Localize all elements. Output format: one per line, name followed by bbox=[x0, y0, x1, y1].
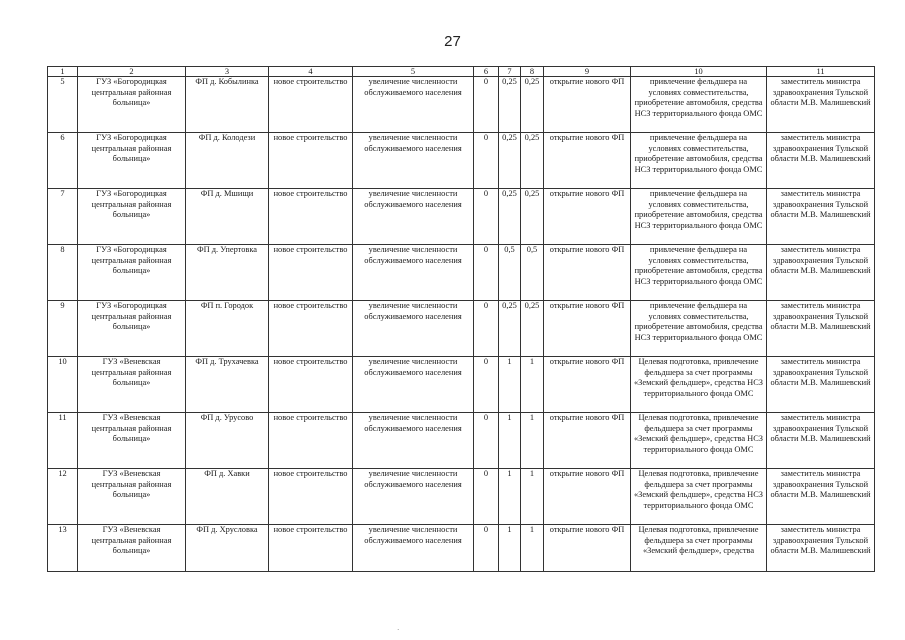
column-number-row bbox=[48, 67, 875, 77]
table-cell: открытие нового ФП bbox=[544, 245, 631, 301]
table-cell: новое строительство bbox=[269, 413, 353, 469]
column-number: 5 bbox=[353, 67, 474, 77]
table-cell: 0 bbox=[474, 77, 499, 133]
table-cell: заместитель министра здравоохранения Тульской области М.В. Малишевский bbox=[767, 469, 875, 525]
table-cell: ГУЗ «Богородицкая центральная районная больница» bbox=[78, 245, 186, 301]
column-number: 9 bbox=[544, 67, 631, 77]
table-cell: ФП д. Упертовка bbox=[186, 245, 269, 301]
table-row bbox=[48, 525, 875, 572]
table-cell: заместитель министра здравоохранения Тульской области М.В. Малишевский bbox=[767, 189, 875, 245]
table-cell: 10 bbox=[48, 357, 78, 413]
table-cell: увеличение численности обслуживаемого населения bbox=[353, 189, 474, 245]
table-cell: 1 bbox=[521, 525, 544, 572]
table-cell: 1 bbox=[521, 357, 544, 413]
document-table bbox=[47, 66, 875, 572]
table-cell: увеличение численности обслуживаемого населения bbox=[353, 77, 474, 133]
table-row bbox=[48, 77, 875, 133]
table-cell: ГУЗ «Богородицкая центральная районная больница» bbox=[78, 189, 186, 245]
table-cell: 7 bbox=[48, 189, 78, 245]
table-cell: открытие нового ФП bbox=[544, 133, 631, 189]
table-cell: Целевая подготовка, привлечение фельдшера за счет программы «Земский фельдшер», средства НСЗ территориального фонда ОМС bbox=[631, 413, 767, 469]
table-cell: привлечение фельдшера на условиях совместительства, приобретение автомобиля, средства НСЗ территориального фонда ОМС bbox=[631, 133, 767, 189]
table-cell: 0,25 bbox=[499, 301, 521, 357]
column-number: 7 bbox=[499, 67, 521, 77]
table-cell: 0,25 bbox=[521, 77, 544, 133]
table-row bbox=[48, 189, 875, 245]
table-cell: заместитель министра здравоохранения Тульской области М.В. Малишевский bbox=[767, 525, 875, 572]
table-cell: новое строительство bbox=[269, 77, 353, 133]
table-cell: заместитель министра здравоохранения Тульской области М.В. Малишевский bbox=[767, 133, 875, 189]
table-cell: открытие нового ФП bbox=[544, 413, 631, 469]
table-cell: 0 bbox=[474, 245, 499, 301]
table-cell: новое строительство bbox=[269, 189, 353, 245]
table-cell: ГУЗ «Веневская центральная районная больница» bbox=[78, 357, 186, 413]
table-cell: ГУЗ «Богородицкая центральная районная больница» bbox=[78, 77, 186, 133]
table-cell: ФП д. Хрусловка bbox=[186, 525, 269, 572]
column-number: 4 bbox=[269, 67, 353, 77]
column-number: 2 bbox=[78, 67, 186, 77]
table-cell: ФП д. Мшищи bbox=[186, 189, 269, 245]
table-cell: открытие нового ФП bbox=[544, 357, 631, 413]
table-cell: 11 bbox=[48, 413, 78, 469]
table-cell: 1 bbox=[521, 469, 544, 525]
table-cell: ФП д. Трухачевка bbox=[186, 357, 269, 413]
table-cell: заместитель министра здравоохранения Тульской области М.В. Малишевский bbox=[767, 245, 875, 301]
column-number: 8 bbox=[521, 67, 544, 77]
table-cell: открытие нового ФП bbox=[544, 469, 631, 525]
table-cell: привлечение фельдшера на условиях совместительства, приобретение автомобиля, средства НСЗ территориального фонда ОМС bbox=[631, 301, 767, 357]
table-cell: ГУЗ «Веневская центральная районная больница» bbox=[78, 413, 186, 469]
table-cell: 1 bbox=[499, 357, 521, 413]
column-number: 10 bbox=[631, 67, 767, 77]
table-cell: Целевая подготовка, привлечение фельдшера за счет программы «Земский фельдшер», средства НСЗ территориального фонда ОМС bbox=[631, 469, 767, 525]
table-cell: ГУЗ «Веневская центральная районная больница» bbox=[78, 525, 186, 572]
table-cell: 1 bbox=[521, 413, 544, 469]
table-cell: 0 bbox=[474, 189, 499, 245]
table-cell: Целевая подготовка, привлечение фельдшера за счет программы «Земский фельдшер», средства bbox=[631, 525, 767, 572]
table-cell: заместитель министра здравоохранения Тульской области М.В. Малишевский bbox=[767, 301, 875, 357]
table-cell: 0,5 bbox=[499, 245, 521, 301]
table-cell: новое строительство bbox=[269, 357, 353, 413]
table-cell: ФП д. Хавки bbox=[186, 469, 269, 525]
table-cell: ГУЗ «Веневская центральная районная больница» bbox=[78, 469, 186, 525]
table-cell: привлечение фельдшера на условиях совместительства, приобретение автомобиля, средства НСЗ территориального фонда ОМС bbox=[631, 245, 767, 301]
table-cell: 12 bbox=[48, 469, 78, 525]
page-number: 27 bbox=[444, 33, 461, 50]
table-cell: 9 bbox=[48, 301, 78, 357]
table-cell: 13 bbox=[48, 525, 78, 572]
table-cell: 5 bbox=[48, 77, 78, 133]
table-cell: 0,25 bbox=[521, 133, 544, 189]
table-cell: ФП п. Городок bbox=[186, 301, 269, 357]
table-cell: 0 bbox=[474, 525, 499, 572]
table-cell: увеличение численности обслуживаемого населения bbox=[353, 469, 474, 525]
table-cell: 0,25 bbox=[521, 301, 544, 357]
table-cell: 0,25 bbox=[499, 189, 521, 245]
table-cell: 0,25 bbox=[499, 77, 521, 133]
table-cell: новое строительство bbox=[269, 133, 353, 189]
table-cell: увеличение численности обслуживаемого населения bbox=[353, 357, 474, 413]
table-cell: 6 bbox=[48, 133, 78, 189]
table-cell: новое строительство bbox=[269, 525, 353, 572]
table-cell: ФП д. Колодези bbox=[186, 133, 269, 189]
table-cell: ГУЗ «Богородицкая центральная районная больница» bbox=[78, 301, 186, 357]
table-cell: 0 bbox=[474, 133, 499, 189]
table-cell: открытие нового ФП bbox=[544, 525, 631, 572]
table-cell: ГУЗ «Богородицкая центральная районная больница» bbox=[78, 133, 186, 189]
table-cell: увеличение численности обслуживаемого населения bbox=[353, 301, 474, 357]
table-cell: 0 bbox=[474, 357, 499, 413]
table-cell: увеличение численности обслуживаемого населения bbox=[353, 525, 474, 572]
table-row bbox=[48, 469, 875, 525]
column-number: 6 bbox=[474, 67, 499, 77]
table-cell: 0,5 bbox=[521, 245, 544, 301]
table-cell: новое строительство bbox=[269, 469, 353, 525]
table-cell: 1 bbox=[499, 525, 521, 572]
column-number: 3 bbox=[186, 67, 269, 77]
table-row bbox=[48, 413, 875, 469]
table-cell: открытие нового ФП bbox=[544, 77, 631, 133]
table-row bbox=[48, 357, 875, 413]
table-cell: заместитель министра здравоохранения Тульской области М.В. Малишевский bbox=[767, 77, 875, 133]
table-row bbox=[48, 301, 875, 357]
table-cell: 0 bbox=[474, 413, 499, 469]
table-cell: привлечение фельдшера на условиях совместительства, приобретение автомобиля, средства НСЗ территориального фонда ОМС bbox=[631, 189, 767, 245]
table-cell: новое строительство bbox=[269, 301, 353, 357]
table-cell: увеличение численности обслуживаемого населения bbox=[353, 133, 474, 189]
table-cell: 0,25 bbox=[499, 133, 521, 189]
table-cell: ФП д. Урусово bbox=[186, 413, 269, 469]
table-cell: 1 bbox=[499, 469, 521, 525]
table-cell: 1 bbox=[499, 413, 521, 469]
table-cell: заместитель министра здравоохранения Тульской области М.В. Малишевский bbox=[767, 413, 875, 469]
table-cell: Целевая подготовка, привлечение фельдшера за счет программы «Земский фельдшер», средства НСЗ территориального фонда ОМС bbox=[631, 357, 767, 413]
table-cell: увеличение численности обслуживаемого населения bbox=[353, 245, 474, 301]
scan-artifact: · bbox=[397, 626, 400, 634]
table-cell: увеличение численности обслуживаемого населения bbox=[353, 413, 474, 469]
table-row bbox=[48, 245, 875, 301]
column-number: 1 bbox=[48, 67, 78, 77]
table-cell: новое строительство bbox=[269, 245, 353, 301]
table-cell: привлечение фельдшера на условиях совместительства, приобретение автомобиля, средства НСЗ территориального фонда ОМС bbox=[631, 77, 767, 133]
table-cell: ФП д. Кобылинка bbox=[186, 77, 269, 133]
table-cell: открытие нового ФП bbox=[544, 189, 631, 245]
table-cell: заместитель министра здравоохранения Тульской области М.В. Малишевский bbox=[767, 357, 875, 413]
table-row bbox=[48, 133, 875, 189]
table-cell: открытие нового ФП bbox=[544, 301, 631, 357]
table-cell: 0 bbox=[474, 469, 499, 525]
table-cell: 0,25 bbox=[521, 189, 544, 245]
table-cell: 8 bbox=[48, 245, 78, 301]
column-number: 11 bbox=[767, 67, 875, 77]
table-cell: 0 bbox=[474, 301, 499, 357]
